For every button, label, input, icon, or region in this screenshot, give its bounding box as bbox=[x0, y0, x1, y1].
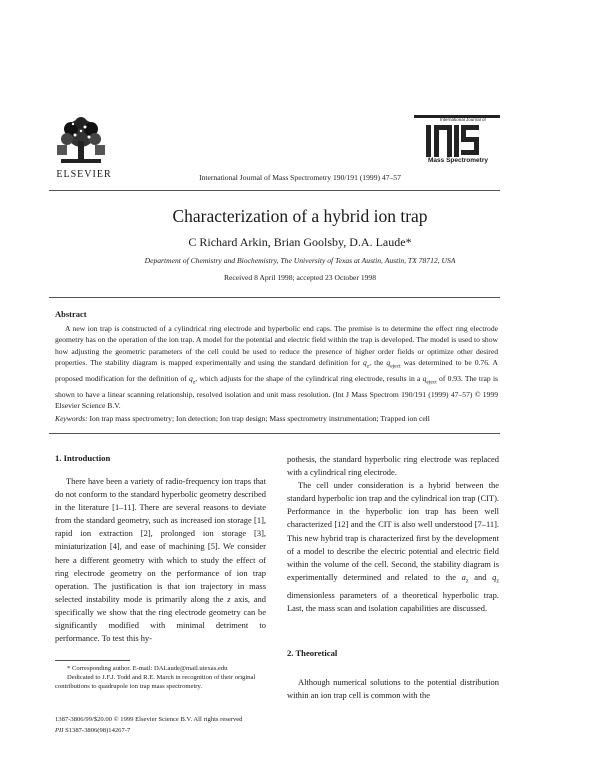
ims-logo-tagline: International Journal of bbox=[440, 117, 486, 122]
abstract-heading: Abstract bbox=[55, 309, 87, 319]
left-column bbox=[55, 453, 266, 645]
abstract-body: A new ion trap is constructed of a cylindrical ring electrode and hyperbolic end caps. The premise is to determine the effect ring electrode geometry has on the operation of the ion trap. A model for the potential and electric field within the trap is developed. The model is used to show how adjusting the geometric parameters of the cell could be used to reduce the presence of higher order fields or optimize other desired properties. The stability diagram is mapped experimentally and using the standard definition for $q_z$, the $q_{eject}$ was determined to be 0.76. A proposed modification for the definition of $q_z$, which adjusts for the shape of the cylindrical ring electrode, results in a $q_{eject}$ of 0.93. The trap is shown to have a linear scanning relationship, resolved isolation and unit mass resolution. (Int J Mass Spectrom 190/191 (1999) 47–57) © 1999 Elsevier Science B.V. bbox=[55, 324, 499, 410]
article-authors: C Richard Arkin, Brian Goolsby, D.A. Laude* bbox=[188, 235, 412, 249]
copyright-line: 1387-3806/99/$20.00 © 1999 Elsevier Science B.V. All rights reserved bbox=[55, 716, 243, 723]
dedication-note: Dedicated to J.F.J. Todd and R.E. March in recognition of their original contributions to quadrupole ion trap mass spectrometry. bbox=[55, 674, 256, 690]
article-title: Characterization of a hybrid ion trap bbox=[172, 206, 428, 226]
introduction-paragraph: There have been a variety of radio-frequency ion traps that do not conform to the standard hyperbolic geometry described in the literature [1–11]. There are several reasons to deviate from the standard geometry, such as increased ion storage [1], rapid ion extraction [2], prolonged ion storage [3], miniaturization [4], and ease of machining [5]. We consider here a different geometry with which to study the effect of ring electrode geometry on the performance of ion trap operation. The justification is that ion trajectory in mass selected instability mode is primarily along the z axis, and specifically we show that the ring electrode geometry can be significantly modified with minimal detriment to performance. To test this hy- bbox=[55, 476, 266, 644]
theoretical-paragraph: Although numerical solutions to the potential distribution within an ion trap cell is common with the bbox=[287, 676, 499, 700]
footnote-divider bbox=[55, 660, 130, 661]
elsevier-tree-logo bbox=[55, 115, 107, 167]
received-dates: Received 8 April 1998; accepted 23 October 1998 bbox=[223, 273, 377, 282]
keywords: Keywords: Ion trap mass spectrometry; Ion detection; Ion trap design; Mass spectrometry instrumentation; Trapped ion cell bbox=[55, 414, 430, 423]
continued-paragraph: pothesis, the standard hyperbolic ring electrode was replaced with a cylindrical ring electrode. bbox=[287, 454, 499, 478]
author-affiliation: Department of Chemistry and Biochemistry, The University of Texas at Austin, Austin, TX 78712, USA bbox=[144, 256, 456, 265]
right-column bbox=[287, 453, 499, 702]
footnotes bbox=[55, 664, 270, 691]
header-divider bbox=[49, 190, 500, 191]
copyright-block bbox=[55, 714, 275, 736]
publisher-name: ELSEVIER bbox=[56, 169, 112, 180]
pii-line: PII S1387-3806(98)14267-7 bbox=[55, 727, 131, 734]
ims-logo-label: Mass Spectrometry bbox=[428, 157, 488, 164]
journal-citation: International Journal of Mass Spectrometry 190/191 (1999) 47–57 bbox=[199, 173, 401, 182]
abstract-divider-bottom bbox=[49, 433, 500, 434]
section-heading-theoretical: 2. Theoretical bbox=[287, 647, 338, 658]
corresponding-author-note: * Corresponding author. E-mail: DALaude@mail.utexas.edu bbox=[67, 665, 228, 672]
hybrid-cell-paragraph: The cell under consideration is a hybrid between the standard hyperbolic ion trap and the cylindrical ion trap (CIT). Performance in the hyperbolic ion trap has been well characterized [12] and the CIT is also well understood [7–11]. This new hybrid trap is characterized first by the development of a model to describe the electric potential and electric field within the volume of the cell. Second, the stability diagram is experimentally determined and related to the $a_z$ and $q_z$ dimensionless parameters of a theoretical hyperbolic trap. Last, the mass scan and isolation capabilities are discussed. bbox=[287, 480, 500, 613]
abstract-divider-top bbox=[49, 297, 500, 298]
section-heading-introduction: 1. Introduction bbox=[55, 453, 111, 463]
